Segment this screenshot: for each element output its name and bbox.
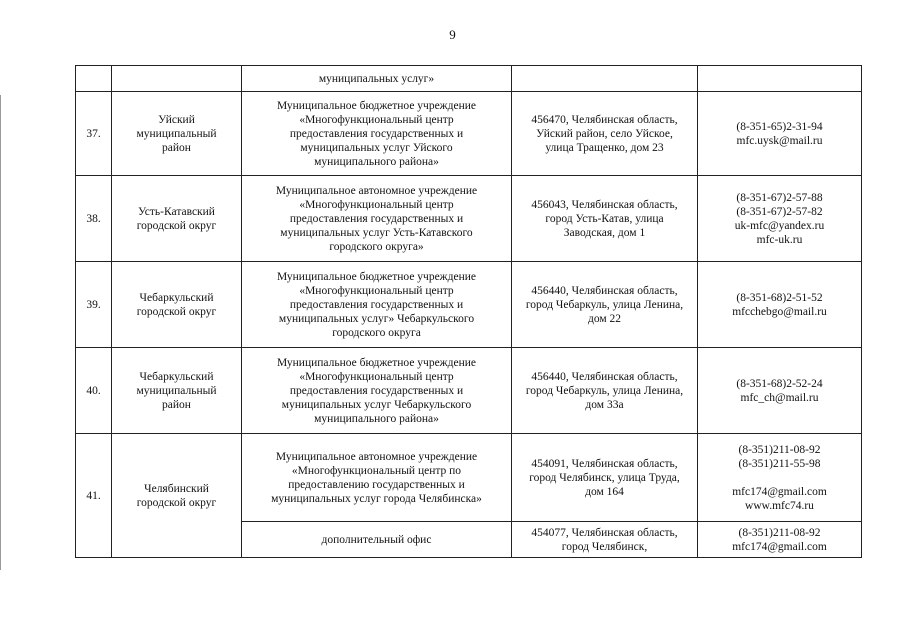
cell-address	[512, 66, 698, 92]
municipality-line: район	[162, 141, 191, 154]
address-line: 456470, Челябинская область,	[531, 113, 678, 126]
address-line: город Усть-Катав, улица	[545, 212, 664, 225]
cell-contacts	[698, 66, 862, 92]
contacts-line: (8-351-67)2-57-82	[736, 205, 823, 218]
cell-number	[76, 92, 112, 176]
cell-number	[76, 434, 112, 558]
municipality-line: Усть-Катавский	[138, 205, 215, 218]
cell-address	[512, 348, 698, 434]
organization-line: «Многофункциональный центр	[299, 284, 454, 297]
organization-line: Муниципальное автономное учреждение	[275, 450, 478, 463]
cell-address	[512, 434, 698, 522]
cell-organization	[242, 434, 512, 522]
cell-organization	[242, 66, 512, 92]
table-row	[76, 176, 862, 262]
address-line: 456043, Челябинская область,	[531, 198, 678, 211]
contacts-line: (8-351)211-08-92	[738, 443, 821, 456]
cell-municipality	[112, 434, 242, 558]
cell-contacts	[698, 522, 862, 558]
address-line: дом 33а	[585, 398, 624, 411]
address-line: дом 164	[585, 485, 624, 498]
cell-address	[512, 262, 698, 348]
table-row	[76, 434, 862, 522]
municipality-line: муниципальный	[136, 384, 217, 397]
cell-municipality	[112, 176, 242, 262]
address-line: город Челябинск, улица Труда,	[529, 471, 680, 484]
organization-line: Муниципальное бюджетное учреждение	[276, 99, 477, 112]
contacts-line: (8-351-67)2-57-88	[736, 191, 823, 204]
organization-line: дополнительный офис	[321, 533, 432, 546]
organization-line: Муниципальное бюджетное учреждение	[276, 356, 477, 369]
organization-line: предоставления государственных и	[289, 212, 464, 225]
number-line: 38.	[86, 212, 101, 225]
address-line: город Челябинск,	[561, 540, 648, 553]
cell-number	[76, 176, 112, 262]
cell-contacts	[698, 434, 862, 522]
cell-organization	[242, 92, 512, 176]
organization-line: муниципального района»	[314, 412, 439, 425]
cell-contacts	[698, 262, 862, 348]
address-line: 456440, Челябинская область,	[531, 370, 678, 383]
contacts-line: www.mfc74.ru	[745, 499, 814, 512]
contacts-line: mfcchebgo@mail.ru	[732, 305, 827, 318]
organization-line: городского округа	[332, 326, 421, 339]
cell-municipality	[112, 348, 242, 434]
municipality-line: муниципальный	[136, 127, 217, 140]
organization-line: Муниципальное автономное учреждение	[275, 184, 478, 197]
cell-address	[512, 522, 698, 558]
mfc-table	[75, 65, 862, 558]
address-line: Заводская, дом 1	[563, 226, 646, 239]
address-line: город Чебаркуль, улица Ленина,	[525, 298, 684, 311]
organization-line: предоставлению государственных и	[288, 478, 465, 491]
cell-organization	[242, 176, 512, 262]
municipality-line: городской округ	[136, 496, 217, 509]
municipality-line: район	[162, 398, 191, 411]
municipality-line: Уйский	[158, 113, 195, 126]
organization-line: городского округа»	[329, 240, 424, 253]
contacts-line: mfc174@gmail.com	[732, 540, 827, 553]
address-line: 454077, Челябинская область,	[531, 526, 678, 539]
municipality-line: городской округ	[136, 219, 217, 232]
address-line: улица Тращенко, дом 23	[545, 141, 664, 154]
number-line: 41.	[86, 489, 101, 502]
address-line: город Чебаркуль, улица Ленина,	[525, 384, 684, 397]
table-row	[76, 262, 862, 348]
cell-municipality	[112, 92, 242, 176]
address-line: 456440, Челябинская область,	[531, 284, 678, 297]
organization-line: «Многофункциональный центр	[299, 198, 454, 211]
number-line: 39.	[86, 298, 101, 311]
organization-line: «Многофункциональный центр по	[291, 464, 462, 477]
address-line: Уйский район, село Уйское,	[536, 127, 673, 140]
cell-number	[76, 66, 112, 92]
cell-municipality	[112, 262, 242, 348]
organization-line: предоставления государственных и	[289, 384, 464, 397]
municipality-line: Чебаркульский	[139, 291, 214, 304]
contacts-line: uk-mfc@yandex.ru	[734, 219, 825, 232]
cell-contacts	[698, 176, 862, 262]
cell-number	[76, 348, 112, 434]
organization-line: предоставления государственных и	[289, 127, 464, 140]
contacts-line: mfc.uysk@mail.ru	[736, 134, 823, 147]
cell-address	[512, 176, 698, 262]
cell-organization	[242, 348, 512, 434]
number-line: 37.	[86, 127, 101, 140]
cell-organization	[242, 262, 512, 348]
contacts-line: (8-351)211-55-98	[738, 457, 821, 470]
scan-edge-line	[0, 95, 1, 570]
address-line: дом 22	[587, 312, 622, 325]
municipality-line: Челябинский	[144, 482, 209, 495]
municipality-line: городской округ	[136, 305, 217, 318]
organization-line: «Многофункциональный центр	[299, 370, 454, 383]
address-line: 454091, Челябинская область,	[531, 457, 678, 470]
contacts-line: (8-351-65)2-31-94	[736, 120, 823, 133]
organization-line: муниципальных услуг Усть-Катавского	[280, 226, 473, 239]
organization-line: муниципальных услуг Уйского	[300, 141, 453, 154]
contacts-line: mfc_ch@mail.ru	[740, 391, 819, 404]
organization-line: Муниципальное бюджетное учреждение	[276, 270, 477, 283]
cell-municipality	[112, 66, 242, 92]
organization-line: муниципальных услуг Чебаркульского	[281, 398, 472, 411]
table-row	[76, 92, 862, 176]
cell-organization	[242, 522, 512, 558]
organization-line: муниципальных услуг» Чебаркульского	[278, 312, 475, 325]
continuation-row	[76, 66, 862, 92]
table-row	[76, 348, 862, 434]
page-number: 9	[449, 27, 456, 42]
organization-line: муниципальных услуг»	[318, 72, 435, 85]
cell-contacts	[698, 348, 862, 434]
cell-number	[76, 262, 112, 348]
municipality-line: Чебаркульский	[139, 370, 214, 383]
contacts-line: mfc174@gmail.com	[732, 485, 827, 498]
contacts-line: mfc-uk.ru	[756, 233, 803, 246]
cell-contacts	[698, 92, 862, 176]
organization-line: муниципального района»	[314, 155, 439, 168]
organization-line: предоставления государственных и	[289, 298, 464, 311]
cell-address	[512, 92, 698, 176]
contacts-line: (8-351-68)2-52-24	[736, 377, 823, 390]
number-line: 40.	[86, 384, 101, 397]
contacts-line: (8-351-68)2-51-52	[736, 291, 823, 304]
contacts-line: (8-351)211-08-92	[738, 526, 821, 539]
contacts-line	[701, 471, 858, 485]
organization-line: муниципальных услуг города Челябинска»	[271, 492, 482, 505]
organization-line: «Многофункциональный центр	[299, 113, 454, 126]
